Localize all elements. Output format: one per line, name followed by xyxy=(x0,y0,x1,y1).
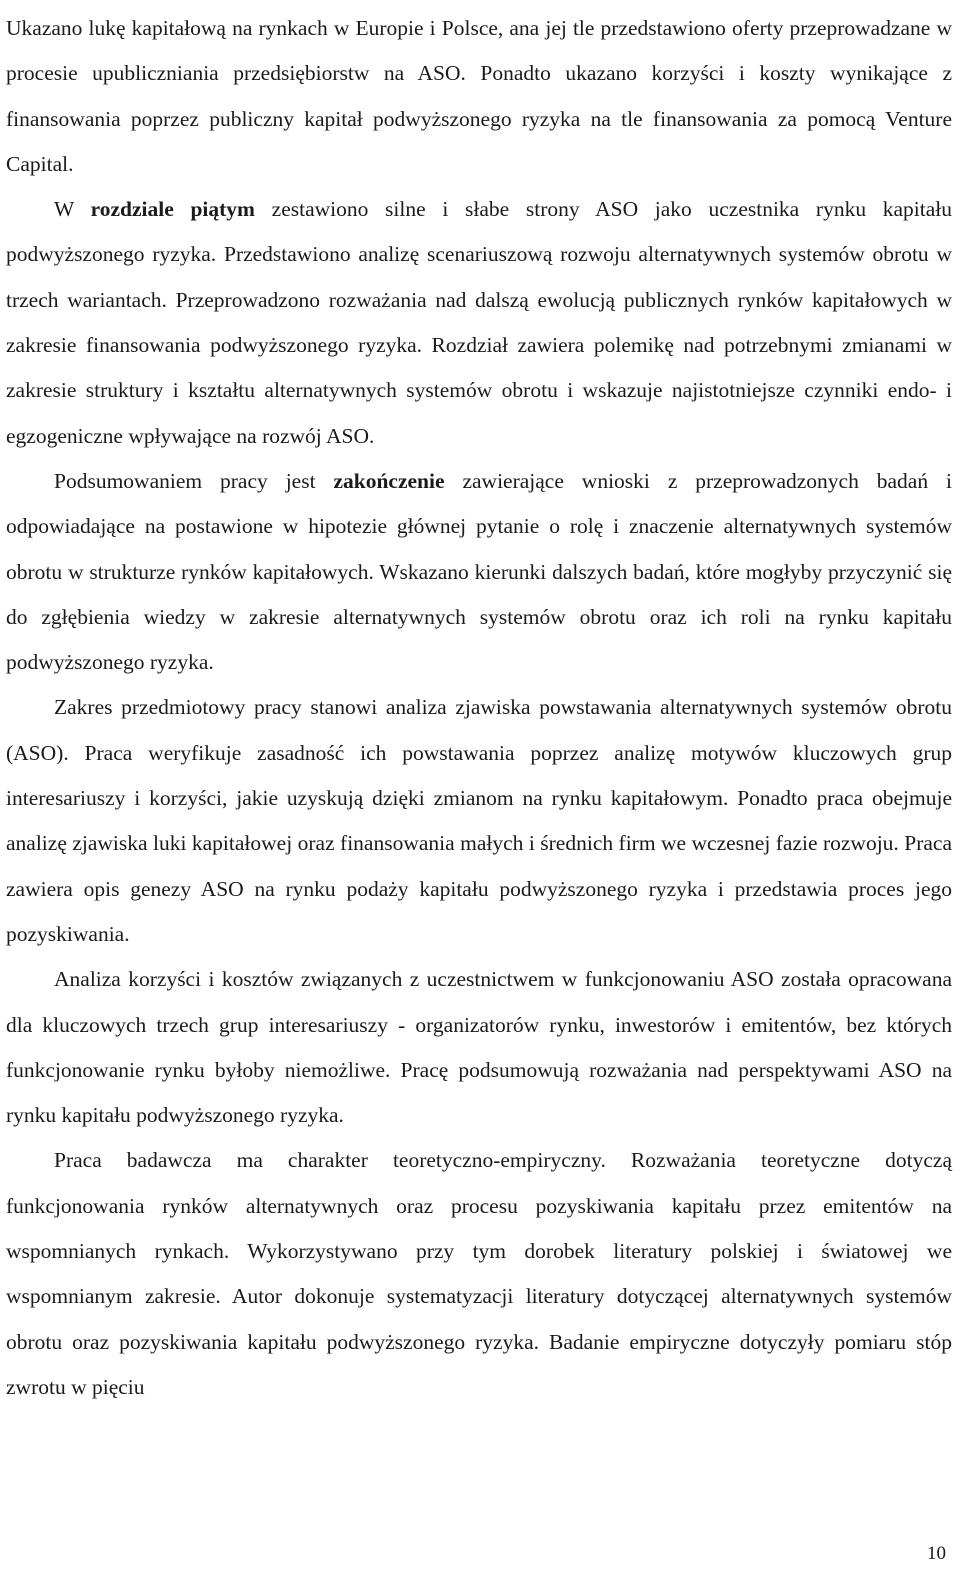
paragraph-3-bold-conclusion: zakończenie xyxy=(333,468,445,493)
paragraph-6 xyxy=(6,1138,952,1410)
paragraph-4 xyxy=(6,685,952,957)
page-number: 10 xyxy=(927,1543,946,1564)
paragraph-6-text: Praca badawcza ma charakter teoretyczno-empiryczny. Rozważania teoretyczne dotyczą funkcjonowania rynków alternatywnych oraz procesu pozyskiwania kapitału przez emitentów na wspomnianych rynkach. Wykorzystywano przy tym dorobek literatury polskiej i światowej we wspomnianym zakresie. Autor dokonuje systematyzacji literatury dotyczącej alternatywnych systemów obrotu oraz pozyskiwania kapitału podwyższonego ryzyka. Badanie empiryczne dotyczyły pomiaru stóp zwrotu w pięciu xyxy=(6,1148,952,1399)
paragraph-3 xyxy=(6,459,952,685)
paragraph-1 xyxy=(6,6,952,187)
paragraph-2 xyxy=(6,187,952,459)
paragraph-1-text: Ukazano lukę kapitałową na rynkach w Europie i Polsce, ana jej tle przedstawiono oferty przeprowadzane w procesie upubliczniania przedsiębiorstw na ASO. Ponadto ukazano korzyści i koszty wynikające z finansowania poprzez publiczny kapitał podwyższonego ryzyka na tle finansowania za pomocą Venture Capital. xyxy=(6,16,952,176)
paragraph-5 xyxy=(6,957,952,1138)
paragraph-4-text: Zakres przedmiotowy pracy stanowi analiza zjawiska powstawania alternatywnych systemów obrotu (ASO). Praca weryfikuje zasadność ich powstawania poprzez analizę motywów kluczowych grup interesariuszy i korzyści, jakie uzyskują dzięki zmianom na rynku kapitałowym. Ponadto praca obejmuje analizę zjawiska luki kapitałowej oraz finansowania małych i średnich firm we wczesnej fazie rozwoju. Praca zawiera opis genezy ASO na rynku podaży kapitału podwyższonego ryzyka i przedstawia proces jego pozyskiwania. xyxy=(6,695,952,946)
paragraph-2-text-b: zestawiono silne i słabe strony ASO jako uczestnika rynku kapitału podwyższonego ryzyka. Przedstawiono analizę scenariuszową rozwoju alternatywnych systemów obrotu w trzech wariantach. Przeprowadzono rozważania nad dalszą ewolucją publicznych rynków kapitałowych w zakresie finansowania podwyższonego ryzyka. Rozdział zawiera polemikę nad potrzebnymi zmianami w zakresie struktury i kształtu alternatywnych systemów obrotu i wskazuje najistotniejsze czynniki endo- i egzogeniczne wpływające na rozwój ASO. xyxy=(6,197,953,448)
paragraph-2-text-a: W xyxy=(54,197,91,222)
paragraph-3-text-b: zawierające wnioski z przeprowadzonych badań i odpowiadające na postawione w hipotezie głównej pytanie o rolę i znaczenie alternatywnych systemów obrotu w strukturze rynków kapitałowych. Wskazano kierunki dalszych badań, które mogłyby przyczynić się do zgłębienia wiedzy w zakresie alternatywnych systemów obrotu oraz ich roli na rynku kapitału podwyższonego ryzyka. xyxy=(6,468,952,675)
paragraph-2-bold-chapter-five: rozdziale piątym xyxy=(90,197,255,222)
paragraph-3-text-a: Podsumowaniem pracy jest xyxy=(54,468,334,493)
paragraph-5-text: Analiza korzyści i kosztów związanych z uczestnictwem w funkcjonowaniu ASO została opracowana dla kluczowych trzech grup interesariuszy - organizatorów rynku, inwestorów i emitentów, bez których funkcjonowanie rynku byłoby niemożliwe. Pracę podsumowują rozważania nad perspektywami ASO na rynku kapitału podwyższonego ryzyka. xyxy=(6,967,952,1128)
